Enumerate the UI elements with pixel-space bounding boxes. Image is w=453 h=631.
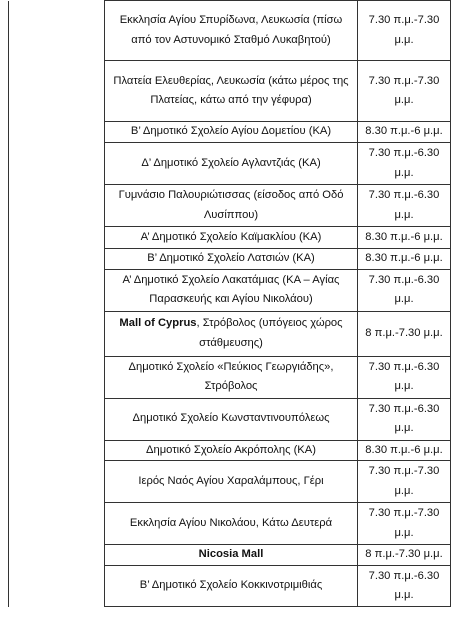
testing-locations-table [8, 0, 451, 607]
hours-cell: 7.30 π.μ.-6.30 μ.μ. [358, 269, 451, 311]
hours-cell: 7.30 π.μ.-6.30 μ.μ. [358, 398, 451, 440]
hours-cell: 7.30 π.μ.-6.30 μ.μ. [358, 356, 451, 398]
hours-cell: 8.30 π.μ.-6 μ.μ. [358, 249, 451, 270]
location-cell: Εκκλησία Αγίου Σπυρίδωνα, Λευκωσία (πίσω από τον Αστυνομικό Σταθμό Λυκαβητού) [105, 1, 358, 61]
empty-left-cell [9, 1, 105, 607]
hours-cell: 7.30 π.μ.-7.30 μ.μ. [358, 461, 451, 503]
hours-cell: 7.30 π.μ.-6.30 μ.μ. [358, 185, 451, 227]
hours-cell: 8.30 π.μ.-6 μ.μ. [358, 440, 451, 461]
table-row [9, 1, 451, 61]
location-text: , Στρόβολος (υπόγειος χώρος στάθμευσης) [196, 317, 343, 349]
location-cell [105, 311, 358, 356]
location-cell: Β’ Δημοτικό Σχολείο Αγίου Δομετίου (ΚΑ) [105, 122, 358, 143]
hours-cell: 7.30 π.μ.-6.30 μ.μ. [358, 566, 451, 607]
location-cell: Εκκλησία Αγίου Νικολάου, Κάτω Δευτερά [105, 503, 358, 545]
hours-cell: 7.30 π.μ.-7.30 μ.μ. [358, 1, 451, 61]
location-cell: Δημοτικό Σχολείο Ακρόπολης (ΚΑ) [105, 440, 358, 461]
hours-cell: 7.30 π.μ.-7.30 μ.μ. [358, 61, 451, 122]
location-bold-text: Nicosia Mall [198, 548, 264, 561]
location-cell: Πλατεία Ελευθερίας, Λευκωσία (κάτω μέρος της Πλατείας, κάτω από την γέφυρα) [105, 61, 358, 122]
table-body [9, 1, 451, 607]
location-cell: Δημοτικό Σχολείο «Πεύκιος Γεωργιάδης», Στρόβολος [105, 356, 358, 398]
hours-cell: 8 π.μ.-7.30 μ.μ. [358, 311, 451, 356]
location-cell: Α’ Δημοτικό Σχολείο Καϊμακλίου (ΚΑ) [105, 227, 358, 249]
hours-cell: 8.30 π.μ.-6 μ.μ. [358, 122, 451, 143]
location-cell: Β’ Δημοτικό Σχολείο Λατσιών (ΚΑ) [105, 249, 358, 270]
hours-cell: 7.30 π.μ.-7.30 μ.μ. [358, 503, 451, 545]
location-cell: Γυμνάσιο Παλουριώτισσας (είσοδος από Οδό Λυσίππου) [105, 185, 358, 227]
hours-cell: 8 π.μ.-7.30 μ.μ. [358, 545, 451, 566]
location-cell: Ιερός Ναός Αγίου Χαραλάμπους, Γέρι [105, 461, 358, 503]
location-cell: Δ’ Δημοτικό Σχολείο Αγλαντζιάς (ΚΑ) [105, 143, 358, 185]
location-cell: Α’ Δημοτικό Σχολείο Λακατάμιας (ΚΑ – Αγίας Παρασκευής και Αγίου Νικολάου) [105, 269, 358, 311]
location-bold-text: Mall of Cyprus [119, 317, 197, 329]
hours-cell: 7.30 π.μ.-6.30 μ.μ. [358, 143, 451, 185]
location-cell: Β’ Δημοτικό Σχολείο Κοκκινοτριμιθιάς [105, 566, 358, 607]
location-cell [105, 545, 358, 566]
hours-cell: 8.30 π.μ.-6 μ.μ. [358, 227, 451, 249]
location-cell: Δημοτικό Σχολείο Κωνσταντινουπόλεως [105, 398, 358, 440]
